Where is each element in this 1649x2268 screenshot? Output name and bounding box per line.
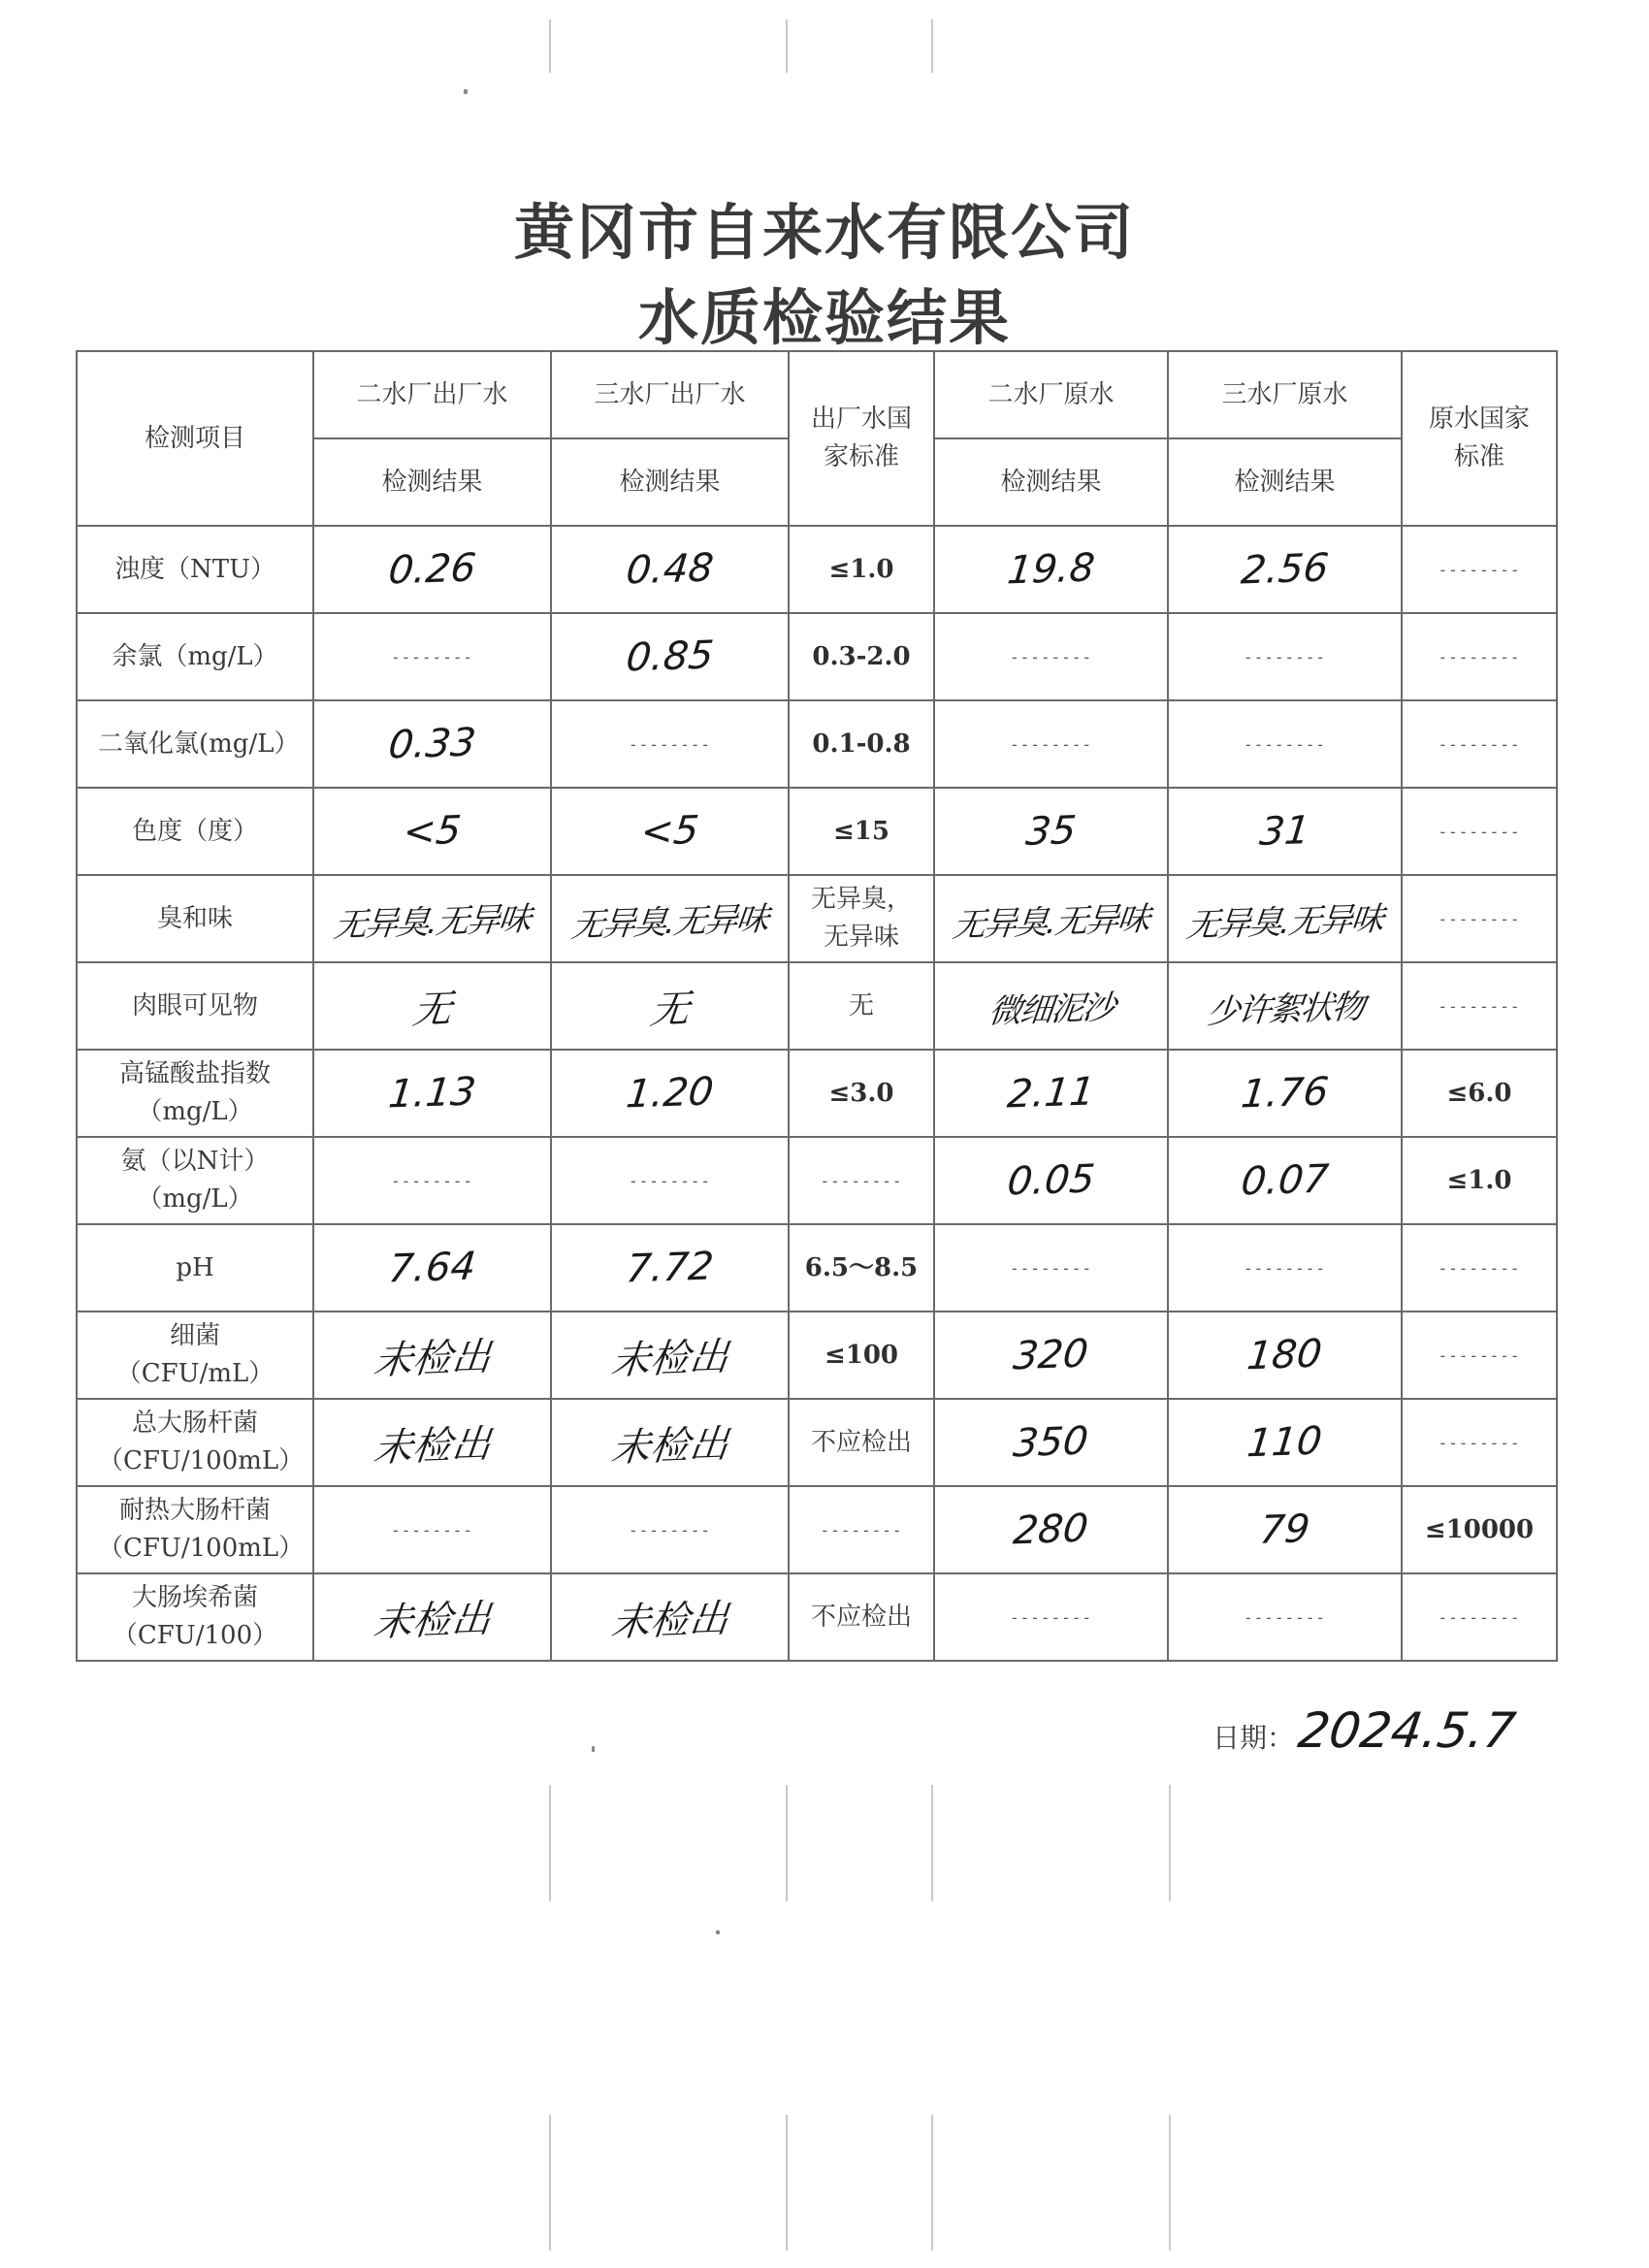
- empty-dash: --------: [1243, 1607, 1327, 1627]
- cell-plant2-outlet: [313, 875, 551, 962]
- cell-plant2-outlet: [313, 1224, 551, 1312]
- handwritten-value: 0.07: [1239, 1156, 1331, 1205]
- cell-plant3-raw: [1168, 1573, 1402, 1661]
- cell-plant2-outlet: [313, 1399, 551, 1486]
- row-item-label: [77, 526, 313, 613]
- handwritten-value: 0.05: [1005, 1156, 1097, 1205]
- empty-dash: --------: [1438, 734, 1521, 754]
- header-raw-standard: 原水国家标准: [1402, 351, 1557, 526]
- empty-dash: --------: [1438, 647, 1521, 666]
- table-row: [77, 1224, 1557, 1312]
- cell-outlet-standard: [789, 613, 934, 700]
- empty-dash: --------: [1438, 560, 1521, 579]
- standard-value: ≤10000: [1424, 1514, 1535, 1544]
- empty-dash: --------: [1243, 1258, 1327, 1278]
- scan-fold-mark: [931, 1785, 933, 1901]
- handwritten-value: <5: [638, 807, 701, 856]
- table-row: [77, 700, 1557, 788]
- item-text: 耐热大肠杆菌（CFU/100mL）: [98, 1496, 305, 1563]
- cell-raw-standard: [1402, 962, 1557, 1050]
- cell-plant3-raw: [1168, 1050, 1402, 1137]
- cell-outlet-standard: [789, 875, 934, 962]
- scan-fold-mark: [549, 19, 551, 73]
- empty-dash: --------: [390, 1171, 474, 1190]
- handwritten-value: 0.85: [624, 632, 716, 681]
- cell-plant2-raw: [934, 1486, 1168, 1573]
- row-item-label: [77, 1224, 313, 1312]
- handwritten-value: 无异臭.无异味: [569, 899, 770, 945]
- handwritten-value: 280: [1011, 1506, 1091, 1554]
- standard-value: ≤6.0: [1446, 1078, 1512, 1108]
- handwritten-value: 无: [647, 986, 692, 1033]
- document-title: 黄冈市自来水有限公司: [513, 197, 1135, 268]
- item-text: 氨（以N计）（mg/L）: [120, 1147, 270, 1214]
- standard-value: ≤1.0: [828, 554, 894, 584]
- standard-value: ≤1.0: [1446, 1165, 1512, 1195]
- row-item-label: [77, 788, 313, 875]
- table-row: [77, 526, 1557, 613]
- cell-plant3-outlet: [551, 1573, 789, 1661]
- row-item-label: [77, 1486, 313, 1573]
- subheader-result: 检测结果: [551, 438, 789, 526]
- empty-dash: --------: [628, 1520, 712, 1539]
- cell-raw-standard: [1402, 700, 1557, 788]
- item-text: 二氧化氯(mg/L）: [98, 729, 300, 759]
- report-date: [1212, 1702, 1519, 1759]
- handwritten-value: 7.72: [624, 1244, 716, 1292]
- handwritten-value: 无: [409, 986, 454, 1033]
- empty-dash: --------: [1438, 822, 1521, 841]
- subheader-result: 检测结果: [934, 438, 1168, 526]
- item-text: 细菌（CFU/mL）: [115, 1321, 275, 1388]
- header-plant2-outlet: 二水厂出厂水: [313, 351, 551, 438]
- standard-value: 0.3-2.0: [812, 641, 911, 671]
- cell-plant3-raw: [1168, 526, 1402, 613]
- cell-raw-standard: [1402, 1312, 1557, 1399]
- cell-outlet-standard: [789, 1399, 934, 1486]
- header-plant2-raw: 二水厂原水: [934, 351, 1168, 438]
- empty-dash: --------: [390, 1520, 474, 1539]
- cell-plant2-outlet: [313, 1486, 551, 1573]
- item-text: 肉眼可见物: [131, 990, 258, 1021]
- cell-plant2-outlet: [313, 613, 551, 700]
- cell-plant2-outlet: [313, 962, 551, 1050]
- cell-plant2-outlet: [313, 1050, 551, 1137]
- scan-fold-mark: [1169, 2115, 1171, 2251]
- scan-speck: [464, 89, 468, 94]
- cell-plant3-outlet: [551, 1399, 789, 1486]
- scan-fold-mark: [931, 19, 933, 73]
- item-text: 余氯（mg/L）: [112, 641, 278, 671]
- cell-raw-standard: [1402, 1399, 1557, 1486]
- cell-plant2-outlet: [313, 1312, 551, 1399]
- table-row: [77, 788, 1557, 875]
- cell-plant3-raw: [1168, 788, 1402, 875]
- empty-dash: --------: [1438, 1258, 1521, 1278]
- handwritten-value: 未检出: [371, 1334, 493, 1383]
- cell-plant2-raw: [934, 788, 1168, 875]
- cell-raw-standard: [1402, 875, 1557, 962]
- empty-dash: --------: [1438, 1433, 1521, 1452]
- header-outlet-standard: 出厂水国家标准: [789, 351, 934, 526]
- empty-dash: --------: [1009, 734, 1093, 754]
- scan-speck: [592, 1746, 595, 1752]
- empty-dash: --------: [1243, 647, 1327, 666]
- table-row: [77, 613, 1557, 700]
- handwritten-value: 35: [1023, 808, 1079, 855]
- subheader-result: 检测结果: [1168, 438, 1402, 526]
- table-row: [77, 1050, 1557, 1137]
- cell-raw-standard: [1402, 613, 1557, 700]
- cell-plant2-raw: [934, 526, 1168, 613]
- header-plant3-raw: 三水厂原水: [1168, 351, 1402, 438]
- handwritten-value: 无异臭.无异味: [332, 899, 533, 945]
- cell-plant2-outlet: [313, 1573, 551, 1661]
- handwritten-value: 2.11: [1005, 1069, 1097, 1118]
- empty-dash: --------: [820, 1520, 903, 1539]
- table-row: [77, 1399, 1557, 1486]
- cell-outlet-standard: [789, 700, 934, 788]
- handwritten-value: 1.20: [624, 1069, 716, 1118]
- cell-plant2-outlet: [313, 526, 551, 613]
- item-text: 色度（度）: [131, 816, 258, 846]
- cell-plant3-outlet: [551, 1050, 789, 1137]
- table-row: [77, 1312, 1557, 1399]
- handwritten-value: 少许絮状物: [1204, 987, 1365, 1032]
- handwritten-value: 1.13: [386, 1069, 478, 1118]
- empty-dash: --------: [820, 1171, 903, 1190]
- handwritten-value: <5: [401, 807, 464, 856]
- cell-raw-standard: [1402, 1137, 1557, 1224]
- cell-outlet-standard: [789, 1137, 934, 1224]
- cell-plant3-raw: [1168, 1224, 1402, 1312]
- scan-fold-mark: [931, 2115, 933, 2251]
- handwritten-value: 350: [1011, 1418, 1091, 1467]
- standard-value: 不应检出: [810, 1427, 912, 1457]
- scan-fold-mark: [786, 19, 788, 73]
- table-row: [77, 1137, 1557, 1224]
- row-item-label: [77, 700, 313, 788]
- handwritten-value: 320: [1011, 1331, 1091, 1379]
- document-subtitle: 水质检验结果: [637, 282, 1011, 353]
- date-label: 日期：: [1212, 1722, 1295, 1754]
- row-item-label: [77, 1137, 313, 1224]
- cell-plant3-raw: [1168, 1137, 1402, 1224]
- handwritten-value: 110: [1245, 1418, 1325, 1467]
- handwritten-value: 未检出: [608, 1596, 730, 1645]
- standard-value: ≤15: [833, 816, 889, 846]
- cell-outlet-standard: [789, 788, 934, 875]
- table-row: [77, 1573, 1557, 1661]
- cell-plant3-raw: [1168, 1486, 1402, 1573]
- table-row: [77, 1486, 1557, 1573]
- item-text: 臭和味: [156, 903, 233, 933]
- cell-plant2-raw: [934, 1137, 1168, 1224]
- cell-plant3-outlet: [551, 526, 789, 613]
- table-header-row: [77, 351, 1557, 438]
- header-plant3-outlet: 三水厂出厂水: [551, 351, 789, 438]
- handwritten-value: 7.64: [386, 1244, 478, 1292]
- row-item-label: [77, 613, 313, 700]
- standard-value: 0.1-0.8: [812, 729, 911, 759]
- empty-dash: --------: [628, 734, 712, 754]
- cell-plant3-outlet: [551, 700, 789, 788]
- standard-value: ≤3.0: [828, 1078, 894, 1108]
- cell-plant3-raw: [1168, 700, 1402, 788]
- date-value: 2024.5.7: [1295, 1702, 1519, 1759]
- scan-fold-mark: [549, 1785, 551, 1901]
- cell-plant2-raw: [934, 1573, 1168, 1661]
- scan-speck: [716, 1930, 720, 1934]
- handwritten-value: 无异臭.无异味: [951, 899, 1151, 945]
- handwritten-value: 未检出: [608, 1334, 730, 1383]
- item-text: pH: [176, 1252, 214, 1282]
- cell-plant3-outlet: [551, 962, 789, 1050]
- cell-plant2-raw: [934, 1312, 1168, 1399]
- empty-dash: --------: [628, 1171, 712, 1190]
- empty-dash: --------: [1438, 996, 1521, 1016]
- cell-plant2-outlet: [313, 700, 551, 788]
- cell-raw-standard: [1402, 1050, 1557, 1137]
- empty-dash: --------: [1243, 734, 1327, 754]
- standard-value: 无异臭，无异味: [810, 885, 912, 952]
- row-item-label: [77, 875, 313, 962]
- scan-fold-mark: [1169, 1785, 1171, 1901]
- table-row: [77, 875, 1557, 962]
- handwritten-value: 未检出: [608, 1421, 730, 1471]
- cell-plant2-outlet: [313, 1137, 551, 1224]
- scan-fold-mark: [786, 2115, 788, 2251]
- handwritten-value: 79: [1257, 1507, 1312, 1553]
- handwritten-value: 0.48: [624, 545, 716, 594]
- cell-plant3-outlet: [551, 613, 789, 700]
- water-quality-table: [76, 350, 1558, 1662]
- handwritten-value: 0.33: [386, 720, 478, 768]
- cell-outlet-standard: [789, 1486, 934, 1573]
- handwritten-value: 19.8: [1005, 545, 1097, 594]
- handwritten-value: 未检出: [371, 1421, 493, 1471]
- row-item-label: [77, 1399, 313, 1486]
- empty-dash: --------: [1438, 1345, 1521, 1365]
- cell-plant3-outlet: [551, 788, 789, 875]
- cell-plant3-outlet: [551, 1137, 789, 1224]
- empty-dash: --------: [1009, 1607, 1093, 1627]
- empty-dash: --------: [1438, 1607, 1521, 1627]
- standard-value: 无: [848, 990, 874, 1021]
- empty-dash: --------: [1009, 647, 1093, 666]
- standard-value: 6.5～8.5: [804, 1252, 919, 1282]
- cell-outlet-standard: [789, 1312, 934, 1399]
- cell-plant3-outlet: [551, 1486, 789, 1573]
- item-text: 浊度（NTU）: [113, 554, 275, 584]
- scan-fold-mark: [549, 2115, 551, 2251]
- item-text: 高锰酸盐指数（mg/L）: [118, 1059, 271, 1126]
- cell-outlet-standard: [789, 1050, 934, 1137]
- row-item-label: [77, 1050, 313, 1137]
- cell-plant2-raw: [934, 1224, 1168, 1312]
- scan-fold-mark: [786, 1785, 788, 1901]
- cell-plant2-raw: [934, 1399, 1168, 1486]
- empty-dash: --------: [1438, 909, 1521, 928]
- cell-plant3-outlet: [551, 875, 789, 962]
- standard-value: ≤100: [824, 1340, 899, 1370]
- cell-plant3-raw: [1168, 962, 1402, 1050]
- cell-outlet-standard: [789, 962, 934, 1050]
- item-text: 大肠埃希菌（CFU/100）: [112, 1583, 278, 1650]
- item-text: 总大肠杆菌（CFU/100mL）: [98, 1409, 305, 1475]
- empty-dash: --------: [1009, 1258, 1093, 1278]
- cell-raw-standard: [1402, 526, 1557, 613]
- cell-plant3-raw: [1168, 1399, 1402, 1486]
- row-item-label: [77, 962, 313, 1050]
- cell-plant2-outlet: [313, 788, 551, 875]
- cell-outlet-standard: [789, 1224, 934, 1312]
- standard-value: 不应检出: [810, 1602, 912, 1632]
- handwritten-value: 180: [1245, 1331, 1325, 1379]
- handwritten-value: 2.56: [1239, 545, 1331, 594]
- cell-plant3-outlet: [551, 1224, 789, 1312]
- subheader-result: 检测结果: [313, 438, 551, 526]
- handwritten-value: 未检出: [371, 1596, 493, 1645]
- handwritten-value: 1.76: [1239, 1069, 1331, 1118]
- cell-plant2-raw: [934, 1050, 1168, 1137]
- cell-plant2-raw: [934, 962, 1168, 1050]
- cell-plant3-raw: [1168, 1312, 1402, 1399]
- table-row: [77, 962, 1557, 1050]
- row-item-label: [77, 1312, 313, 1399]
- cell-plant2-raw: [934, 700, 1168, 788]
- handwritten-value: 0.26: [386, 545, 478, 594]
- cell-raw-standard: [1402, 788, 1557, 875]
- cell-outlet-standard: [789, 526, 934, 613]
- cell-plant2-raw: [934, 613, 1168, 700]
- cell-plant2-raw: [934, 875, 1168, 962]
- cell-plant3-raw: [1168, 613, 1402, 700]
- cell-raw-standard: [1402, 1224, 1557, 1312]
- header-item: 检测项目: [77, 351, 313, 526]
- cell-raw-standard: [1402, 1486, 1557, 1573]
- cell-plant3-raw: [1168, 875, 1402, 962]
- handwritten-value: 31: [1257, 808, 1312, 855]
- cell-outlet-standard: [789, 1573, 934, 1661]
- handwritten-value: 微细泥沙: [986, 988, 1116, 1031]
- cell-raw-standard: [1402, 1573, 1557, 1661]
- empty-dash: --------: [390, 647, 474, 666]
- cell-plant3-outlet: [551, 1312, 789, 1399]
- row-item-label: [77, 1573, 313, 1661]
- handwritten-value: 无异臭.无异味: [1184, 899, 1385, 945]
